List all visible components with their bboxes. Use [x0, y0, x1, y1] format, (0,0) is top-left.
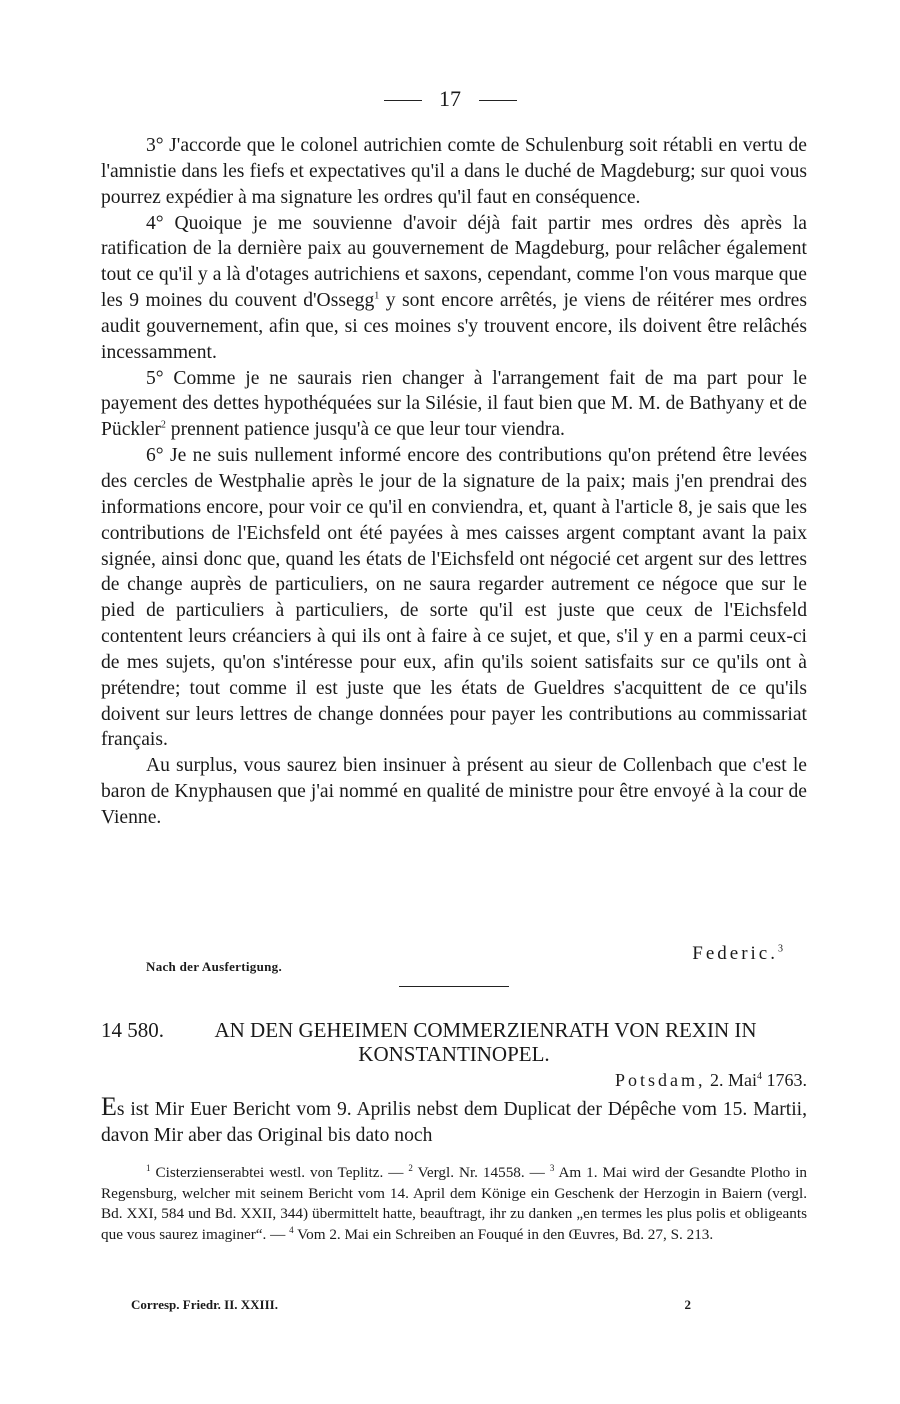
letter-title: AN DEN GEHEIMEN COMMERZIENRATH VON REXIN IN KONSTANTINOPEL. [214, 1018, 757, 1066]
paragraph-4: 4° Quoique je me souvienne d'avoir déjà fait partir mes ordres dès après la ratification de la dernière paix au gouvernement de Magdeburg, pour relâcher également tout ce qu'il y a là d'otages autrichiens et saxons, cependant, comme l'on vous marque que les 9 moines du couvent d'Ossegg$^1$ y sont encore arrêtés, je viens de réitérer mes ordres audit gouvernement, afin que, si ces moines s'y trouvent encore, ils doivent être relâchés incessamment. [101, 212, 807, 363]
dateline [615, 1070, 807, 1091]
paragraph-6: 6° Je ne suis nullement informé encore des contributions qu'on prétend être levées des cercles de Westphalie après le jour de la signature de la paix; mais j'en prendrai des informations encore, pour voir ce qu'il en conviendra, et, quant à l'article 8, je sais que les contributions de l'Eichsfeld ont été payées à mes caisses argent comptant avant la paix signée, ainsi donc que, quand les états de l'Eichsfeld ont négocié cet argent sur des lettres de change auprès de particuliers, on ne saura regarder autrement ce négoce que sur le pied de particuliers à particuliers, de sorte qu'il est juste que ceux de l'Eichsfeld contentent leurs créanciers à qui ils ont à faire à ce sujet, et que, s'il y en a parmi ceux-ci de mes sujets, qu'on s'intéresse pour eux, afin qu'ils soient satisfaits sur ce qu'ils ont à prétendre; tout comme il est juste que les états de Gueldres s'acquittent de ce qu'ils doivent sur leurs lettres de change données pour payer les contributions au commissariat français. [101, 445, 807, 751]
footnote-mark: 1 [146, 1162, 151, 1173]
footnote-ref: 4 [757, 1071, 762, 1082]
letter-text: s ist Mir Euer Bericht vom 9. Aprilis nebst dem Duplicat der Dépêche vom 15. Martii, davon Mir aber das Original bis dato noch [101, 1099, 807, 1146]
footnotes [101, 1163, 807, 1245]
footnote-mark: 3 [549, 1162, 555, 1173]
initial-letter: E [101, 1092, 117, 1121]
signature-mark: 2 [684, 1297, 691, 1312]
signature: Federic.$^3$ [692, 943, 783, 964]
paragraph-3: 3° J'accorde que le colonel autrichien comte de Schulenburg soit rétabli en vertu de l'amnistie dans les fiefs et expectatives qu'il a dans le duché de Magdeburg; sur quoi vous pourrez expédier à ma signature les ordres qu'il faut en conséquence. [101, 135, 807, 208]
page-number: 17 [439, 86, 461, 111]
paragraph-closing: Au surplus, vous saurez bien insinuer à présent au sieur de Collenbach que c'est le baron de Knyphausen que j'ai nommé en qualité de ministre pour être envoyé à la cour de Vienne. [101, 755, 807, 828]
footnote-2: Vergl. Nr. 14558. — [417, 1164, 545, 1181]
footnote-4: Vom 2. Mai ein Schreiben an Fouqué in den Œuvres, Bd. 27, S. 213. [297, 1225, 714, 1243]
source-note: Nach der Ausfertigung. [146, 959, 283, 974]
footnote-3: Am 1. Mai wird der Gesandte Plotho in Regensburg, welcher mit seinem Bericht vom 14. April dem Könige ein Geschenk der Herzogin in Baiern (vergl. Bd. XXI, 584 und Bd. XXII, 344) übermittelt hatte, beauftragt, ihr zu danken „en termes les plus polis et obligeants que vous saurez imaginer“. — [101, 1164, 808, 1243]
paragraph-5: 5° Comme je ne saurais rien changer à l'arrangement fait de ma part pour le payement des dettes hypothéquées sur la Silésie, il faut bien que M. M. de Bathyany et de Pückler$^2$ prennent patience jusqu'à ce que leur tour viendra. [101, 367, 807, 441]
dateline-year: 1763. [766, 1070, 807, 1090]
letter-body [101, 1094, 807, 1149]
section-divider [399, 986, 509, 987]
footnote-ref: 2 [160, 419, 166, 431]
header-rule-right [479, 100, 517, 101]
collection-reference: Corresp. Friedr. II. XXIII. [131, 1297, 278, 1312]
footnote-mark: 2 [408, 1162, 413, 1173]
page-footer [131, 1297, 691, 1313]
header-rule-left [384, 100, 422, 101]
footnote-mark: 4 [289, 1224, 294, 1235]
main-text [101, 133, 807, 831]
footnote-ref: 1 [374, 290, 380, 302]
page-header [0, 86, 900, 112]
letter-closing [101, 935, 807, 980]
letter-number: 14 580. [101, 1018, 164, 1042]
footnote-1: Cisterzienserabtei westl. von Teplitz. — [155, 1164, 404, 1181]
dateline-place: Potsdam, [614, 1070, 706, 1090]
footnote-ref: 3 [778, 943, 783, 955]
dateline-date: 2. Mai [710, 1070, 757, 1090]
letter-heading [101, 1018, 807, 1066]
footnote-list [101, 1163, 807, 1245]
